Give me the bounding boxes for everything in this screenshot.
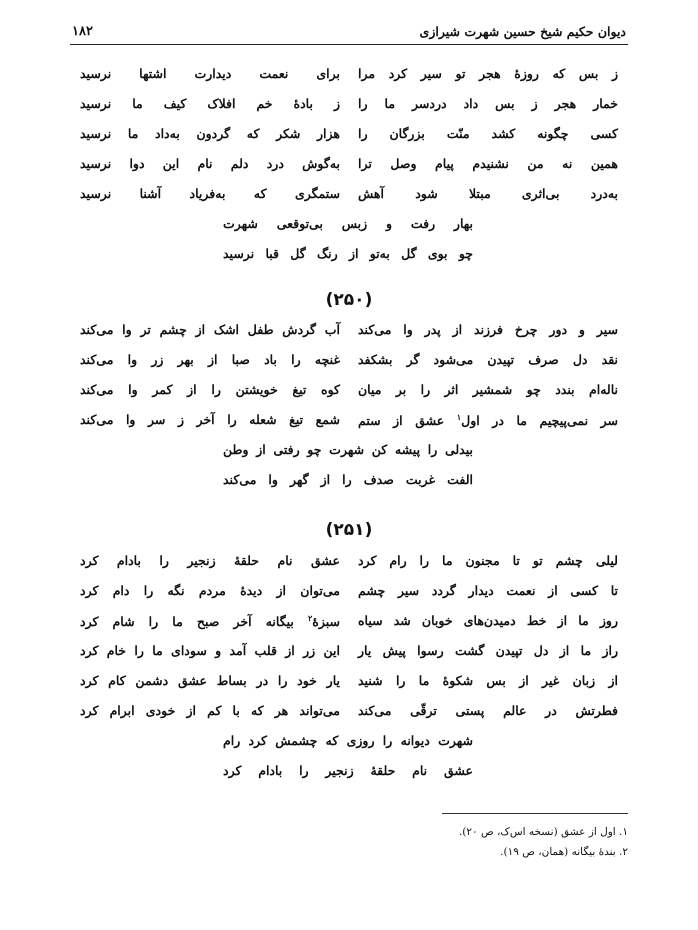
couplet <box>70 378 628 408</box>
ghazal-251 <box>70 549 628 789</box>
footnote-rule <box>442 813 628 814</box>
book-title: دیوان حکیم شیخ حسین شهرت شیرازی <box>419 24 626 39</box>
couplet <box>70 348 628 378</box>
hemistich-second: آب گردش طفل اشک از چشم تر وا می‌کند <box>80 322 340 337</box>
hemistich-first: روز ما از خط دمیدن‌های خوبان شد سیاه <box>358 613 618 628</box>
footnotes <box>228 826 628 866</box>
poem-continuation <box>70 62 628 272</box>
hemistich-second: ستمگری که به‌فریاد آشنا نرسید <box>80 186 340 201</box>
hemistich-first: ز بس که روزهٔ هجر تو سیر کرد مرا <box>358 66 618 81</box>
text-segment: عشق از ستم <box>358 413 457 429</box>
ghazal-number: (۲۵۰) <box>325 290 373 310</box>
closing-couplet-line <box>70 468 628 498</box>
hemistich-second: غنچه را باد صبا از بهر زر وا می‌کند <box>80 352 340 367</box>
ghazal-250 <box>70 318 628 498</box>
hemistich-first: از زبان غیر از بس شکوهٔ ما را شنید <box>358 673 618 688</box>
hemistich-second: کوه تیغ خویشتن را از کمر وا می‌کند <box>80 382 340 397</box>
footnote-marker: ۲ <box>308 613 313 623</box>
couplet <box>70 182 628 212</box>
couplet <box>70 122 628 152</box>
ghazal-number: (۲۵۱) <box>325 520 373 540</box>
hemistich-first: سیر و دور چرخ فرزند از پدر وا می‌کند <box>358 322 618 337</box>
hemistich-first: فطرتش در عالم پستی ترقّی می‌کند <box>358 703 618 718</box>
closing-couplet-line <box>70 729 628 759</box>
hemistich-second: می‌توان از دیدهٔ مردم نگه را دام کرد <box>80 583 340 598</box>
couplet <box>70 669 628 699</box>
hemistich-second: برای نعمت دیدارت اشتها نرسید <box>80 66 340 81</box>
closing-line: بیدلی را پیشه کن شهرت چو رفتی از وطن <box>223 442 473 457</box>
footnote-item: ۱. اول از عشق (نسخه اس‌ک، ص ۲۰). <box>458 826 628 838</box>
couplet <box>70 609 628 639</box>
hemistich-second: ز بادهٔ خم افلاک کیف ما نرسید <box>80 96 340 111</box>
footnote-item: ۲. بندهٔ بیگانه (همان، ص ۱۹). <box>500 846 628 858</box>
hemistich-first: کسی چگونه کشد منّت بزرگان را <box>358 126 618 141</box>
hemistich-second: می‌تواند هر که با کم از خودی ابرام کرد <box>80 703 340 718</box>
hemistich-first: خمار هجر ز بس داد دردسر ما را <box>358 96 618 111</box>
running-header <box>70 22 628 45</box>
hemistich-second: یار خود را در بساط عشق دشمن کام کرد <box>80 673 340 688</box>
couplet <box>70 549 628 579</box>
text-segment: سبزهٔ <box>312 614 340 630</box>
closing-couplet-line <box>70 759 628 789</box>
hemistich-second <box>80 613 340 629</box>
hemistich-second: شمع تیغ شعله را آخر ز سر وا می‌کند <box>80 412 340 427</box>
page-number: ۱۸۲ <box>72 24 93 39</box>
closing-couplet-line <box>70 438 628 468</box>
footnote-marker: ۱ <box>456 412 462 422</box>
hemistich-second: هزار شکر که گردون به‌داد ما نرسید <box>80 126 340 141</box>
hemistich-first: ناله‌ام بندد چو شمشیر اثر را بر میان <box>358 382 618 397</box>
hemistich-second: به‌گوش درد دلم نام این دوا نرسید <box>80 156 340 171</box>
closing-couplet-line <box>70 212 628 242</box>
hemistich-first: تا کسی از نعمت دیدار گردد سیر چشم <box>358 583 618 598</box>
hemistich-first: همین نه من نشنیدم پیام وصل ترا <box>358 156 618 171</box>
couplet <box>70 579 628 609</box>
couplet <box>70 92 628 122</box>
couplet <box>70 639 628 669</box>
hemistich-first: به‌درد بی‌اثری مبتلا شود آهش <box>358 186 618 201</box>
closing-couplet-line <box>70 242 628 272</box>
text-segment: بیگانه آخر صبح ما را شام کرد <box>80 614 308 630</box>
couplet <box>70 699 628 729</box>
hemistich-second: این زر از قلب آمد و سودای ما را خام کرد <box>80 643 340 658</box>
hemistich-first: نقد دل صرف تپیدن می‌شود گر بشکفد <box>358 352 618 367</box>
couplet <box>70 318 628 348</box>
closing-line: چو بوی گل به‌تو از رنگ گل قبا نرسید <box>223 246 473 261</box>
closing-line: شهرت دیوانه را روزی که چشمش کرد رام <box>223 733 473 748</box>
hemistich-first: راز ما از دل تپیدن گشت رسوا پیش یار <box>358 643 618 658</box>
couplet <box>70 62 628 92</box>
closing-line: بهار رفت و زبس بی‌توقعی شهرت <box>223 216 473 231</box>
closing-line: عشق نام حلقهٔ زنجیر را بادام کرد <box>223 763 473 778</box>
closing-line: الفت غربت صدف را از گهر وا می‌کند <box>223 472 473 487</box>
hemistich-first: لیلی چشم تو تا مجنون ما را رام کرد <box>358 553 618 568</box>
hemistich-first <box>358 412 618 428</box>
hemistich-second: عشق نام حلقهٔ زنجیر را بادام کرد <box>80 553 340 568</box>
text-segment: سر نمی‌پیچیم ما در اول <box>461 413 619 429</box>
couplet <box>70 408 628 438</box>
couplet <box>70 152 628 182</box>
